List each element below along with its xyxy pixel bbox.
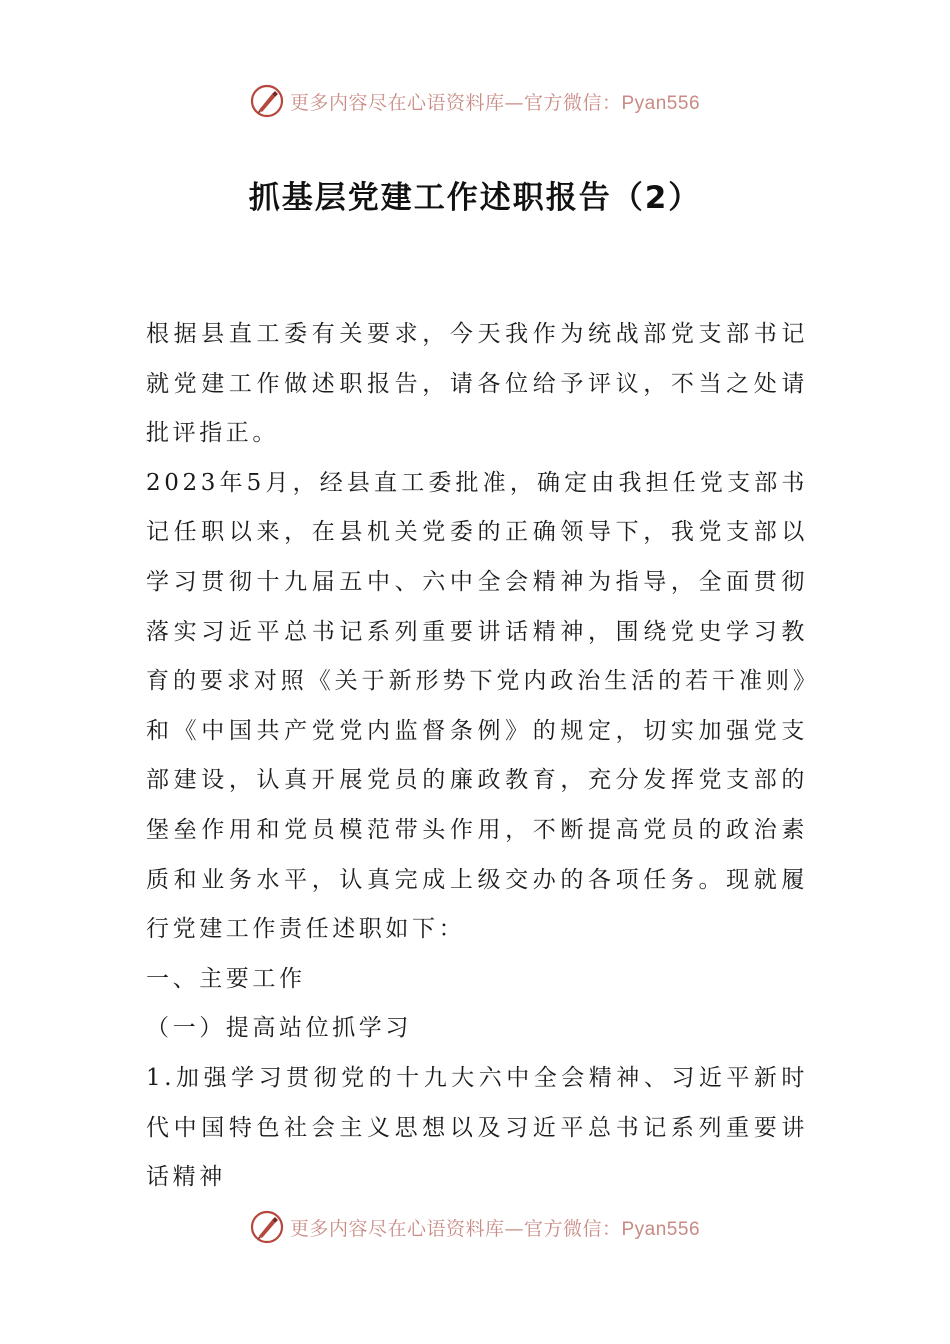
paragraph-intro: 根据县直工委有关要求，今天我作为统战部党支部书记就党建工作做述职报告，请各位给予评议，不当之处请批评指正。	[146, 321, 808, 447]
header-watermark	[0, 84, 950, 118]
list-item-1: 1.加强学习贯彻党的十九大六中全会精神、习近平新时代中国特色社会主义思想以及习近平总书记系列重要讲话精神	[146, 1064, 808, 1191]
document-body	[146, 310, 808, 1203]
section-heading: 一、主要工作	[146, 965, 306, 992]
watermark-text: 更多内容尽在心语资料库—官方微信：Pyan556	[289, 91, 701, 114]
pen-logo-icon	[250, 1210, 284, 1244]
paragraph-background: 2023年5月，经县直工委批准，确定由我担任党支部书记任职以来，在县机关党委的正确领导下，我党支部以学习贯彻十九届五中、六中全会精神为指导，全面贯彻落实习近平总书记系列重要讲话精神，围绕党史学习教育的要求对照《关于新形势下党内政治生活的若干准则》和《中国共产党党内监督条例》的规定，切实加强党支部建设，认真开展党员的廉政教育，充分发挥党支部的堡垒作用和党员模范带头作用，不断提高党员的政治素质和业务水平，认真完成上级交办的各项任务。现就履行党建工作责任述职如下：	[146, 469, 808, 943]
footer-watermark	[0, 1210, 950, 1244]
pen-logo-icon	[250, 84, 284, 118]
subsection-heading: （一）提高站位抓学习	[146, 1015, 412, 1042]
watermark-text: 更多内容尽在心语资料库—官方微信：Pyan556	[289, 1217, 701, 1240]
document-title: 抓基层党建工作述职报告（2）	[248, 180, 702, 216]
